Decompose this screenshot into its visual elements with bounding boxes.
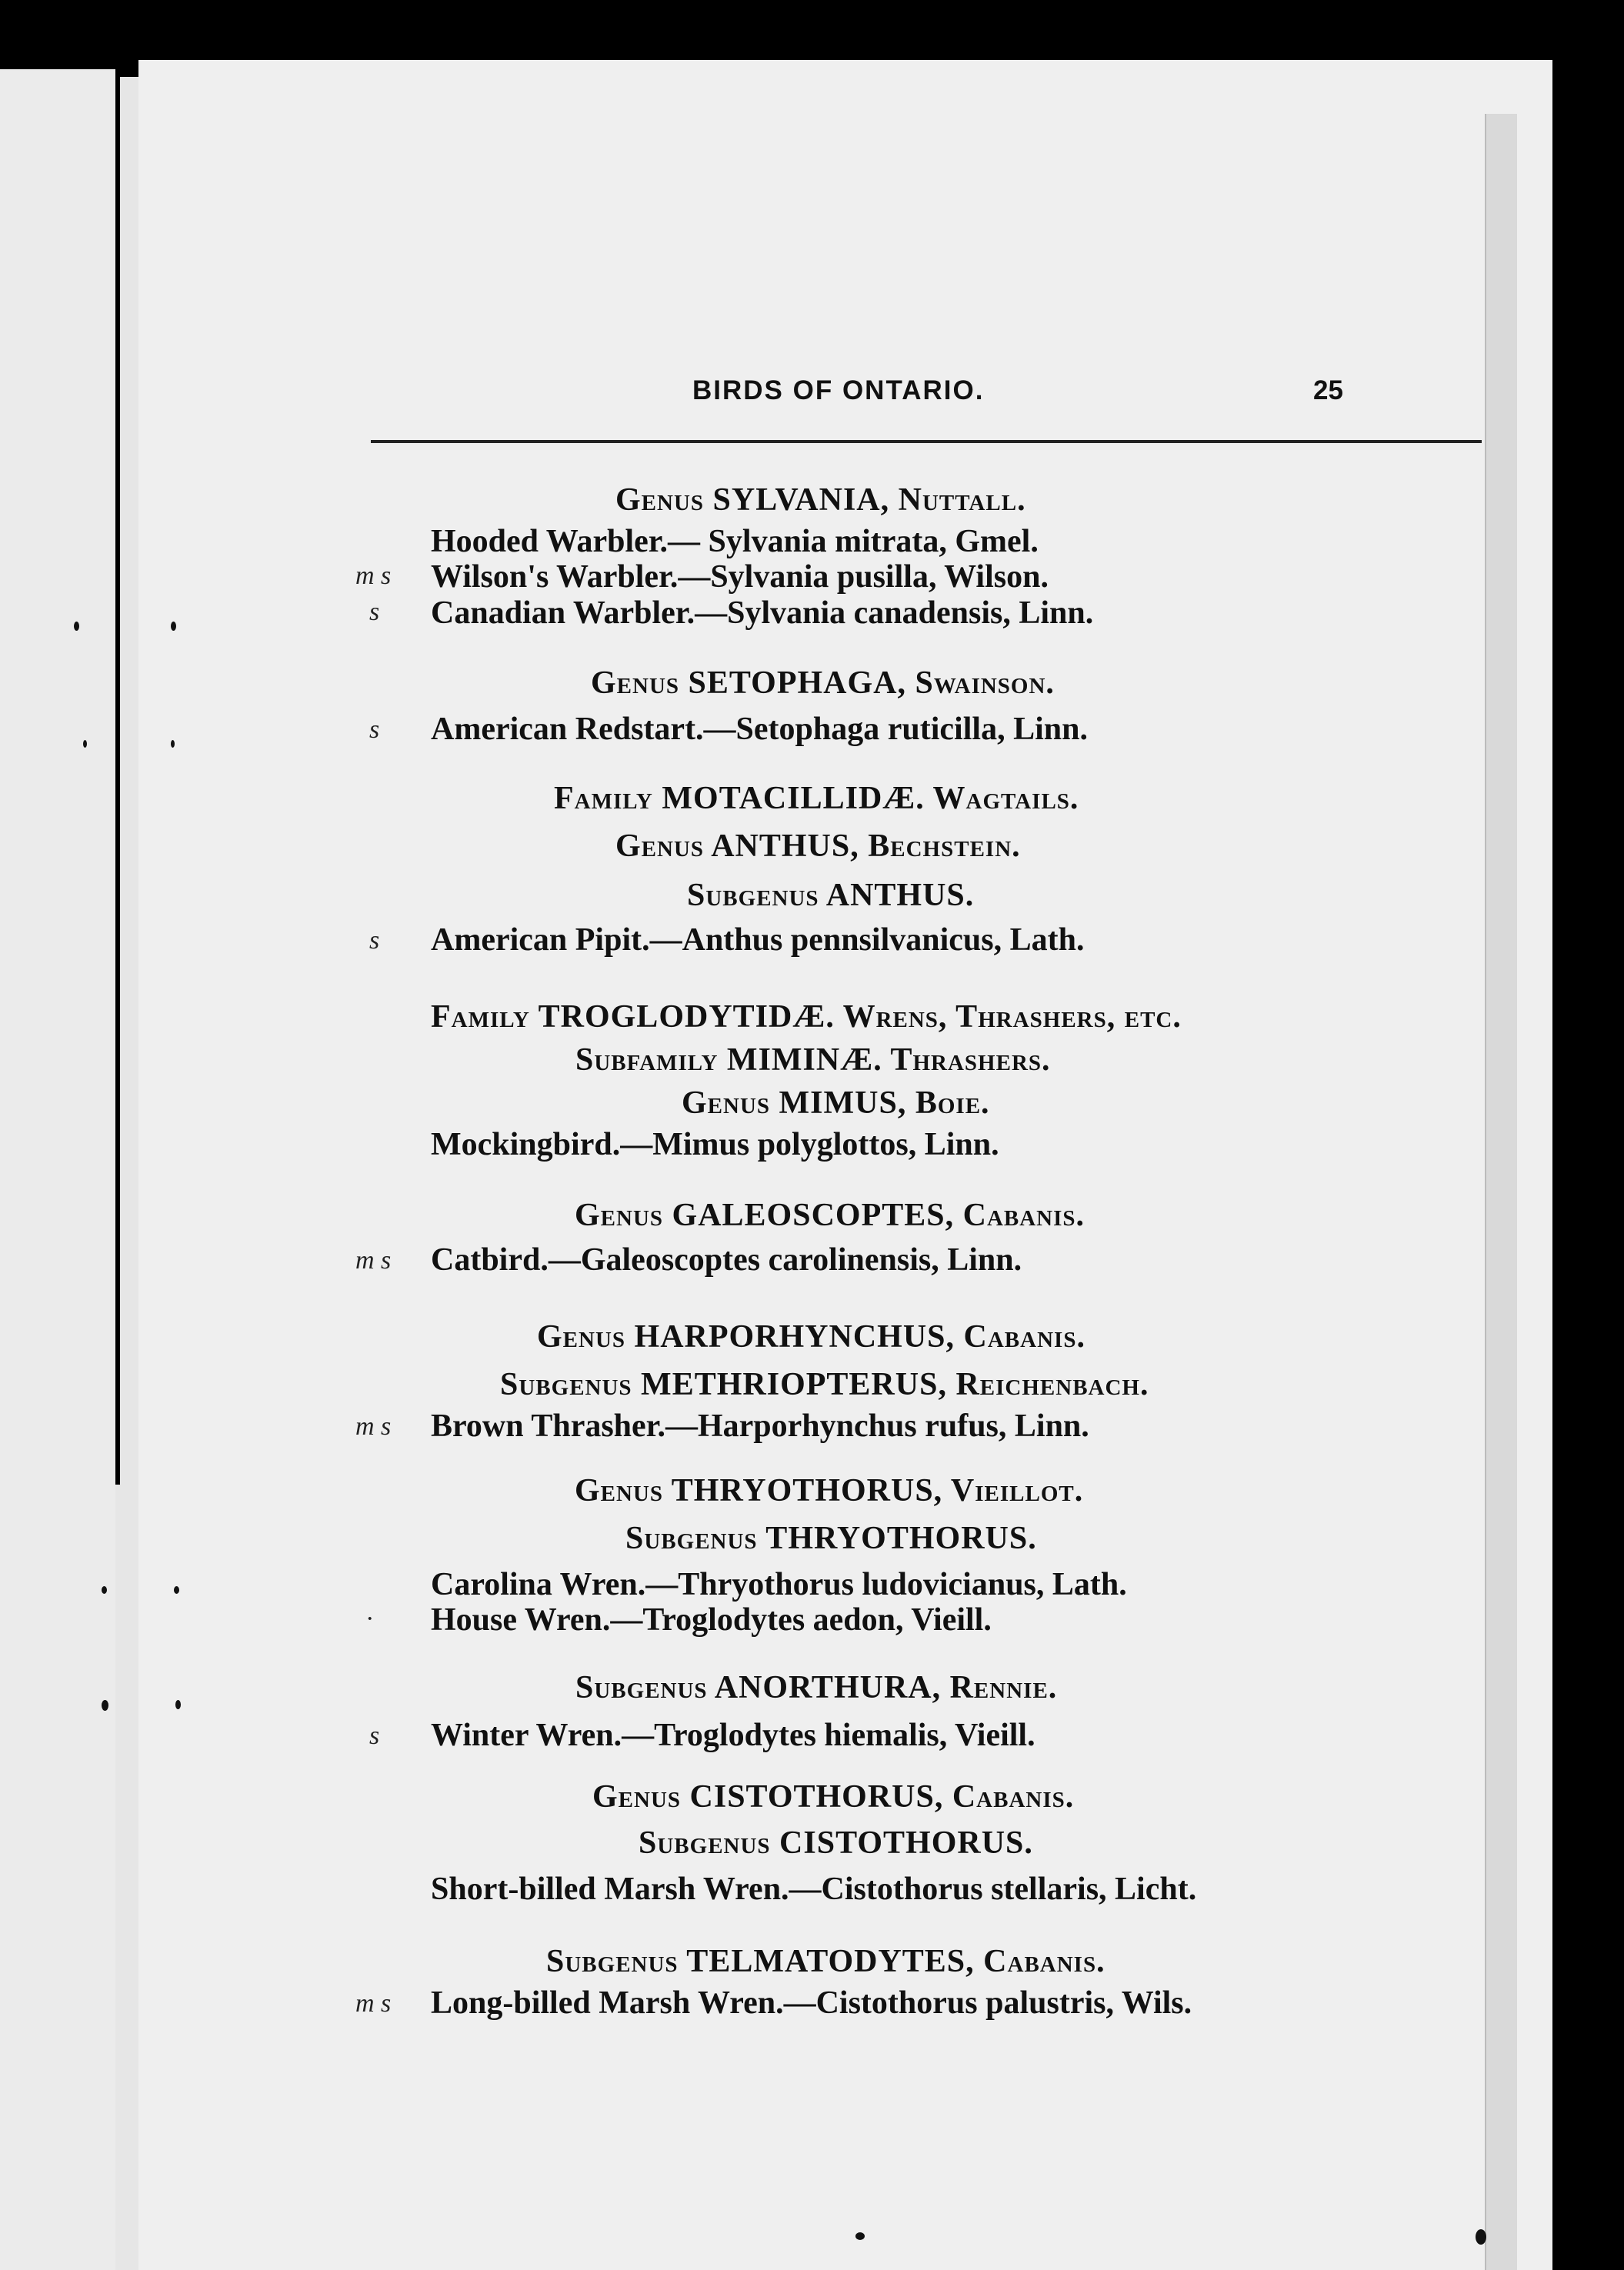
margin-annotation: s	[369, 1722, 380, 1750]
species-entry: House Wren.—Troglodytes aedon, Vieill.	[431, 1602, 992, 1638]
margin-annotation: ·	[366, 1605, 373, 1633]
genus-heading: Genus GALEOSCOPTES, Cabanis.	[575, 1198, 1085, 1233]
species-entry: Canadian Warbler.—Sylvania canadensis, Linn.	[431, 595, 1094, 631]
species-entry: Carolina Wren.—Thryothorus ludovicianus, Lath.	[431, 1567, 1127, 1602]
genus-heading: Genus THRYOTHORUS, Vieillot.	[575, 1473, 1084, 1508]
scan-speck	[1476, 2229, 1486, 2245]
scan-speck	[102, 1586, 107, 1594]
margin-annotation: m s	[355, 562, 392, 590]
subgenus-heading: Subgenus ANTHUS.	[687, 878, 975, 913]
subgenus-heading: Subgenus METHRIOPTERUS, Reichenbach.	[500, 1367, 1149, 1402]
scan-speck	[171, 740, 175, 748]
genus-heading: Genus ANTHUS, Bechstein.	[615, 828, 1021, 864]
species-entry: American Pipit.—Anthus pennsilvanicus, Lath.	[431, 922, 1085, 958]
genus-heading: Genus MIMUS, Boie.	[682, 1085, 990, 1121]
scan-speck	[855, 2232, 865, 2240]
family-heading: Family TROGLODYTIDÆ. Wrens, Thrashers, etc.	[431, 999, 1182, 1035]
species-entry: Winter Wren.—Troglodytes hiemalis, Vieill.	[431, 1718, 1035, 1753]
margin-annotation: s	[369, 926, 380, 955]
margin-annotation: m s	[355, 1246, 392, 1275]
book-page	[138, 60, 1552, 2270]
species-entry: Wilson's Warbler.—Sylvania pusilla, Wilson.	[431, 559, 1049, 595]
binding-line-upper	[115, 77, 120, 1485]
running-title: BIRDS OF ONTARIO.	[692, 375, 985, 405]
margin-annotation: m s	[355, 1412, 392, 1441]
genus-heading: Genus SETOPHAGA, Swainson.	[591, 665, 1055, 701]
species-entry: Mockingbird.—Mimus polyglottos, Linn.	[431, 1127, 999, 1162]
scan-speck	[174, 1586, 179, 1594]
species-entry: Short-billed Marsh Wren.—Cistothorus stellaris, Licht.	[431, 1872, 1197, 1907]
scan-speck	[171, 622, 176, 631]
species-entry: American Redstart.—Setophaga ruticilla, Linn.	[431, 712, 1088, 747]
species-entry: Catbird.—Galeoscoptes carolinensis, Linn.	[431, 1242, 1022, 1278]
family-heading: Family MOTACILLIDÆ. Wagtails.	[554, 781, 1079, 816]
header-rule	[371, 440, 1482, 443]
genus-heading: Genus CISTOTHORUS, Cabanis.	[592, 1779, 1075, 1815]
species-entry: Long-billed Marsh Wren.—Cistothorus palustris, Wils.	[431, 1985, 1192, 2021]
subfamily-heading: Subfamily MIMINÆ. Thrashers.	[575, 1042, 1051, 1078]
margin-annotation: s	[369, 715, 380, 744]
genus-heading: Genus HARPORHYNCHUS, Cabanis.	[537, 1319, 1085, 1355]
genus-heading: Genus SYLVANIA, Nuttall.	[615, 482, 1026, 518]
subgenus-heading: Subgenus CISTOTHORUS.	[639, 1825, 1033, 1861]
margin-annotation: s	[369, 598, 380, 626]
left-page-margin	[0, 69, 115, 2270]
page-number: 25	[1313, 375, 1343, 405]
subgenus-heading: Subgenus ANORTHURA, Rennie.	[575, 1670, 1058, 1705]
scan-speck	[74, 622, 79, 631]
scan-speck	[83, 740, 87, 748]
subgenus-heading: Subgenus THRYOTHORUS.	[625, 1521, 1037, 1556]
page-edge-shadow	[1485, 114, 1517, 2270]
species-entry: Hooded Warbler.— Sylvania mitrata, Gmel.	[431, 524, 1039, 559]
subgenus-heading: Subgenus TELMATODYTES, Cabanis.	[546, 1944, 1105, 1979]
species-entry: Brown Thrasher.—Harporhynchus rufus, Linn.	[431, 1408, 1089, 1444]
scan-speck	[175, 1700, 181, 1709]
scan-speck	[102, 1700, 108, 1711]
margin-annotation: m s	[355, 1989, 392, 2018]
